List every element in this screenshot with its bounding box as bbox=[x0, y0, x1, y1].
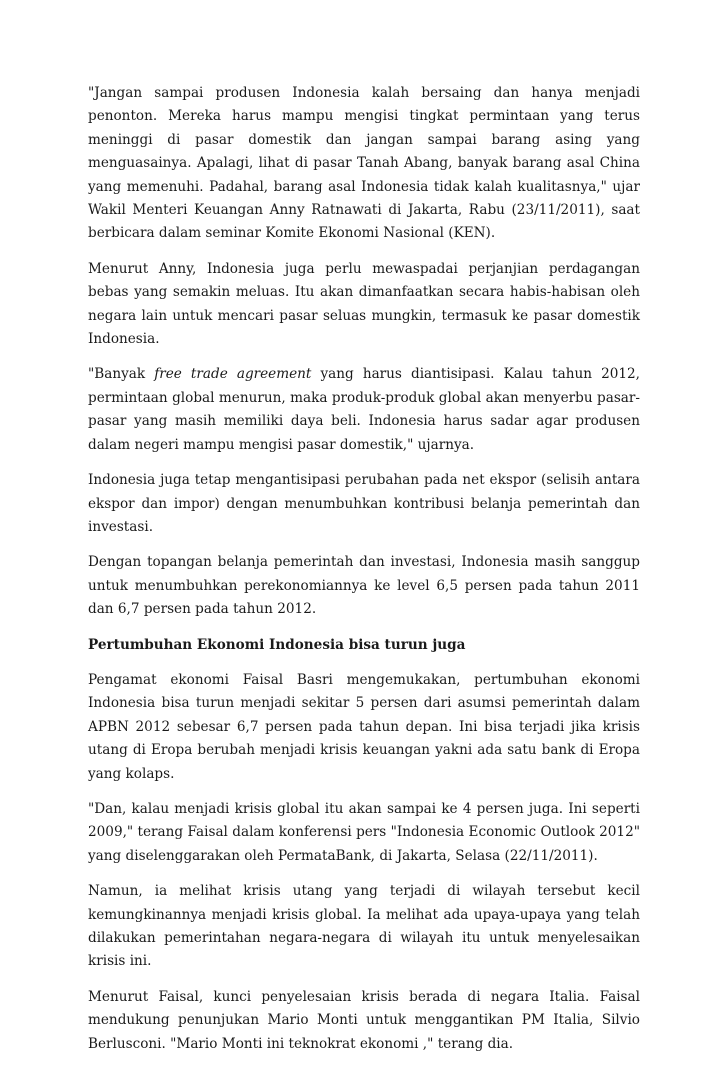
document-page bbox=[88, 82, 640, 1068]
paragraph-8: Namun, ia melihat krisis utang yang terjadi di wilayah tersebut kecil kemungkinannya menjadi krisis global. Ia melihat ada upaya-upaya yang telah dilakukan pemerintahan negara-negara di wilayah itu untuk menyelesaikan krisis ini. bbox=[88, 883, 640, 970]
paragraph-2: Menurut Anny, Indonesia juga perlu mewaspadai perjanjian perdagangan bebas yang semakin meluas. Itu akan dimanfaatkan secara habis-habisan oleh negara lain untuk mencari pasar seluas mungkin, termasuk ke pasar domestik Indonesia. bbox=[88, 260, 640, 348]
paragraph-9: Menurut Faisal, kunci penyelesaian krisis berada di negara Italia. Faisal mendukung penunjukan Mario Monti untuk menggantikan PM Italia, Silvio Berlusconi. "Mario Monti ini teknokrat ekonomi ," terang dia. bbox=[88, 988, 640, 1052]
paragraph-3-rest: yang harus diantisipasi. Kalau tahun 2012, permintaan global menurun, maka produk-produk global akan menyerbu pasar-pasar yang masih memiliki daya beli. Indonesia harus sadar agar produsen dalam negeri mampu mengisi pasar domestik," ujarnya. bbox=[88, 366, 640, 453]
paragraph-4: Indonesia juga tetap mengantisipasi perubahan pada net ekspor (selisih antara ekspor dan impor) dengan menumbuhkan kontribusi belanja pemerintah dan investasi. bbox=[88, 472, 640, 535]
paragraph-6: Pengamat ekonomi Faisal Basri mengemukakan, pertumbuhan ekonomi Indonesia bisa turun menjadi sekitar 5 persen dari asumsi pemerintah dalam APBN 2012 sebesar 6,7 persen pada tahun depan. Ini bisa terjadi jika krisis utang di Eropa berubah menjadi krisis keuangan yakni ada satu bank di Eropa yang kolaps. bbox=[88, 671, 640, 782]
paragraph-3-start: "Banyak bbox=[88, 366, 155, 383]
section-heading: Pertumbuhan Ekonomi Indonesia bisa turun juga bbox=[88, 636, 466, 653]
paragraph-7: "Dan, kalau menjadi krisis global itu akan sampai ke 4 persen juga. Ini seperti 2009," terang Faisal dalam konferensi pers "Indonesia Economic Outlook 2012" yang diselenggarakan oleh PermataBank, di Jakarta, Selasa (22/11/2011). bbox=[88, 800, 640, 864]
paragraph-3 bbox=[88, 363, 640, 457]
paragraph-3-emphasis: free trade agreement bbox=[154, 366, 312, 383]
paragraph-1: "Jangan sampai produsen Indonesia kalah bersaing dan hanya menjadi penonton. Mereka harus mampu mengisi tingkat permintaan yang terus meninggi di pasar domestik dan jangan sampai barang asing yang menguasainya. Apalagi, lihat di pasar Tanah Abang, banyak barang asal China yang memenuhi. Padahal, barang asal Indonesia tidak kalah kualitasnya," ujar Wakil Menteri Keuangan Anny Ratnawati di Jakarta, Rabu (23/11/2011), saat berbicara dalam seminar Komite Ekonomi Nasional (KEN). bbox=[88, 85, 640, 242]
paragraph-5: Dengan topangan belanja pemerintah dan investasi, Indonesia masih sanggup untuk menumbuhkan perekonomiannya ke level 6,5 persen pada tahun 2011 dan 6,7 persen pada tahun 2012. bbox=[88, 554, 640, 618]
